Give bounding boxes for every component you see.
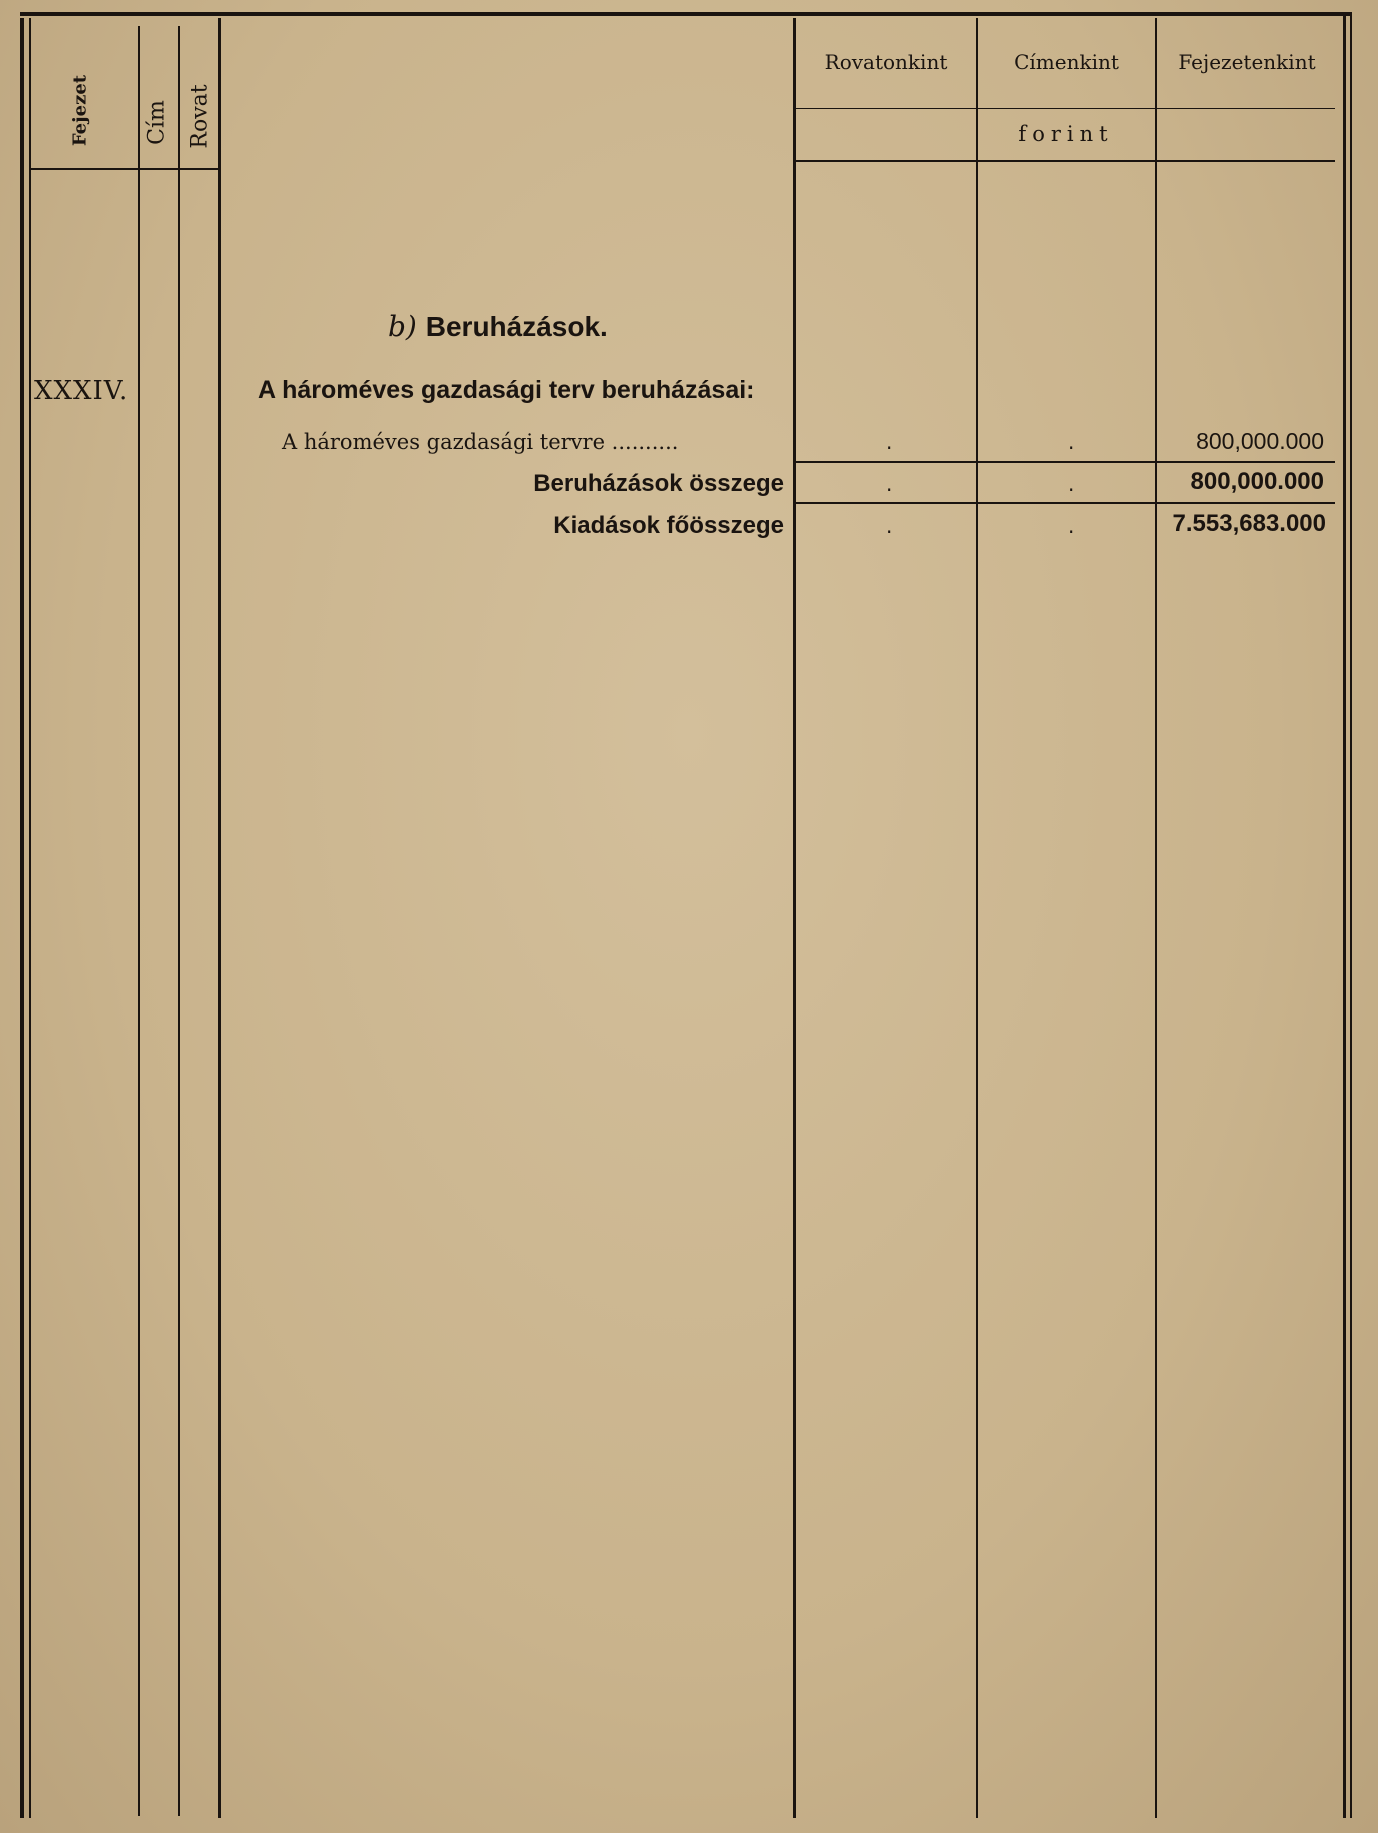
chapter-number: XXXIV. [34,376,129,406]
header-rovat: Rovat [187,84,213,149]
total-label: Kiadások főösszege [553,512,784,539]
frame-left-line [20,18,24,1818]
row-label: A hároméves gazdasági tervre .......... [282,430,679,454]
sum-line [795,461,1335,463]
row-cim-value: . [1068,430,1075,454]
col-sep-cim-rovat [178,26,180,1816]
header-rovatonkint: Rovatonkint [824,50,948,74]
col-sep-fejezet-cim [138,26,140,1816]
header-fejezetenkint: Fejezetenkint [1178,50,1316,74]
section-title-text: Beruházások. [425,311,608,342]
row-rovat-value: . [886,430,893,454]
col-sep-text-rovatonkint [793,18,796,1818]
row-value: 800,000.000 [1196,428,1324,454]
left-header-bottom-line [29,168,219,170]
col-sep-cimenkint-fejezetenkint [1155,18,1157,1818]
sum-cim-value: . [1068,472,1075,496]
total-line [795,502,1335,504]
frame-left-inner-line [29,18,31,1818]
section-subtitle: A hároméves gazdasági terv beruházásai: [258,376,755,404]
header-bottom-line [795,160,1335,162]
sum-label: Beruházások összege [533,470,784,497]
frame-right-line [1343,12,1346,1818]
frame-top-line [20,12,1350,16]
header-cimenkint: Címenkint [1014,50,1119,74]
header-fejezet: Fejezet [69,74,91,147]
section-title [388,310,608,343]
header-unit: forint [1018,122,1114,146]
header-cim: Cím [144,100,170,145]
frame-right-outer-line [1350,12,1352,1818]
total-cim-value: . [1068,514,1075,538]
sum-value: 800,000.000 [1190,468,1324,495]
col-sep-rovat-text [218,18,221,1818]
total-value: 7.553,683.000 [1172,510,1326,537]
header-mid-line [795,108,1335,109]
section-title-prefix: b) [388,310,417,343]
col-sep-rovatonkint-cimenkint [976,18,978,1818]
total-rovat-value: . [886,514,893,538]
sum-rovat-value: . [886,472,893,496]
